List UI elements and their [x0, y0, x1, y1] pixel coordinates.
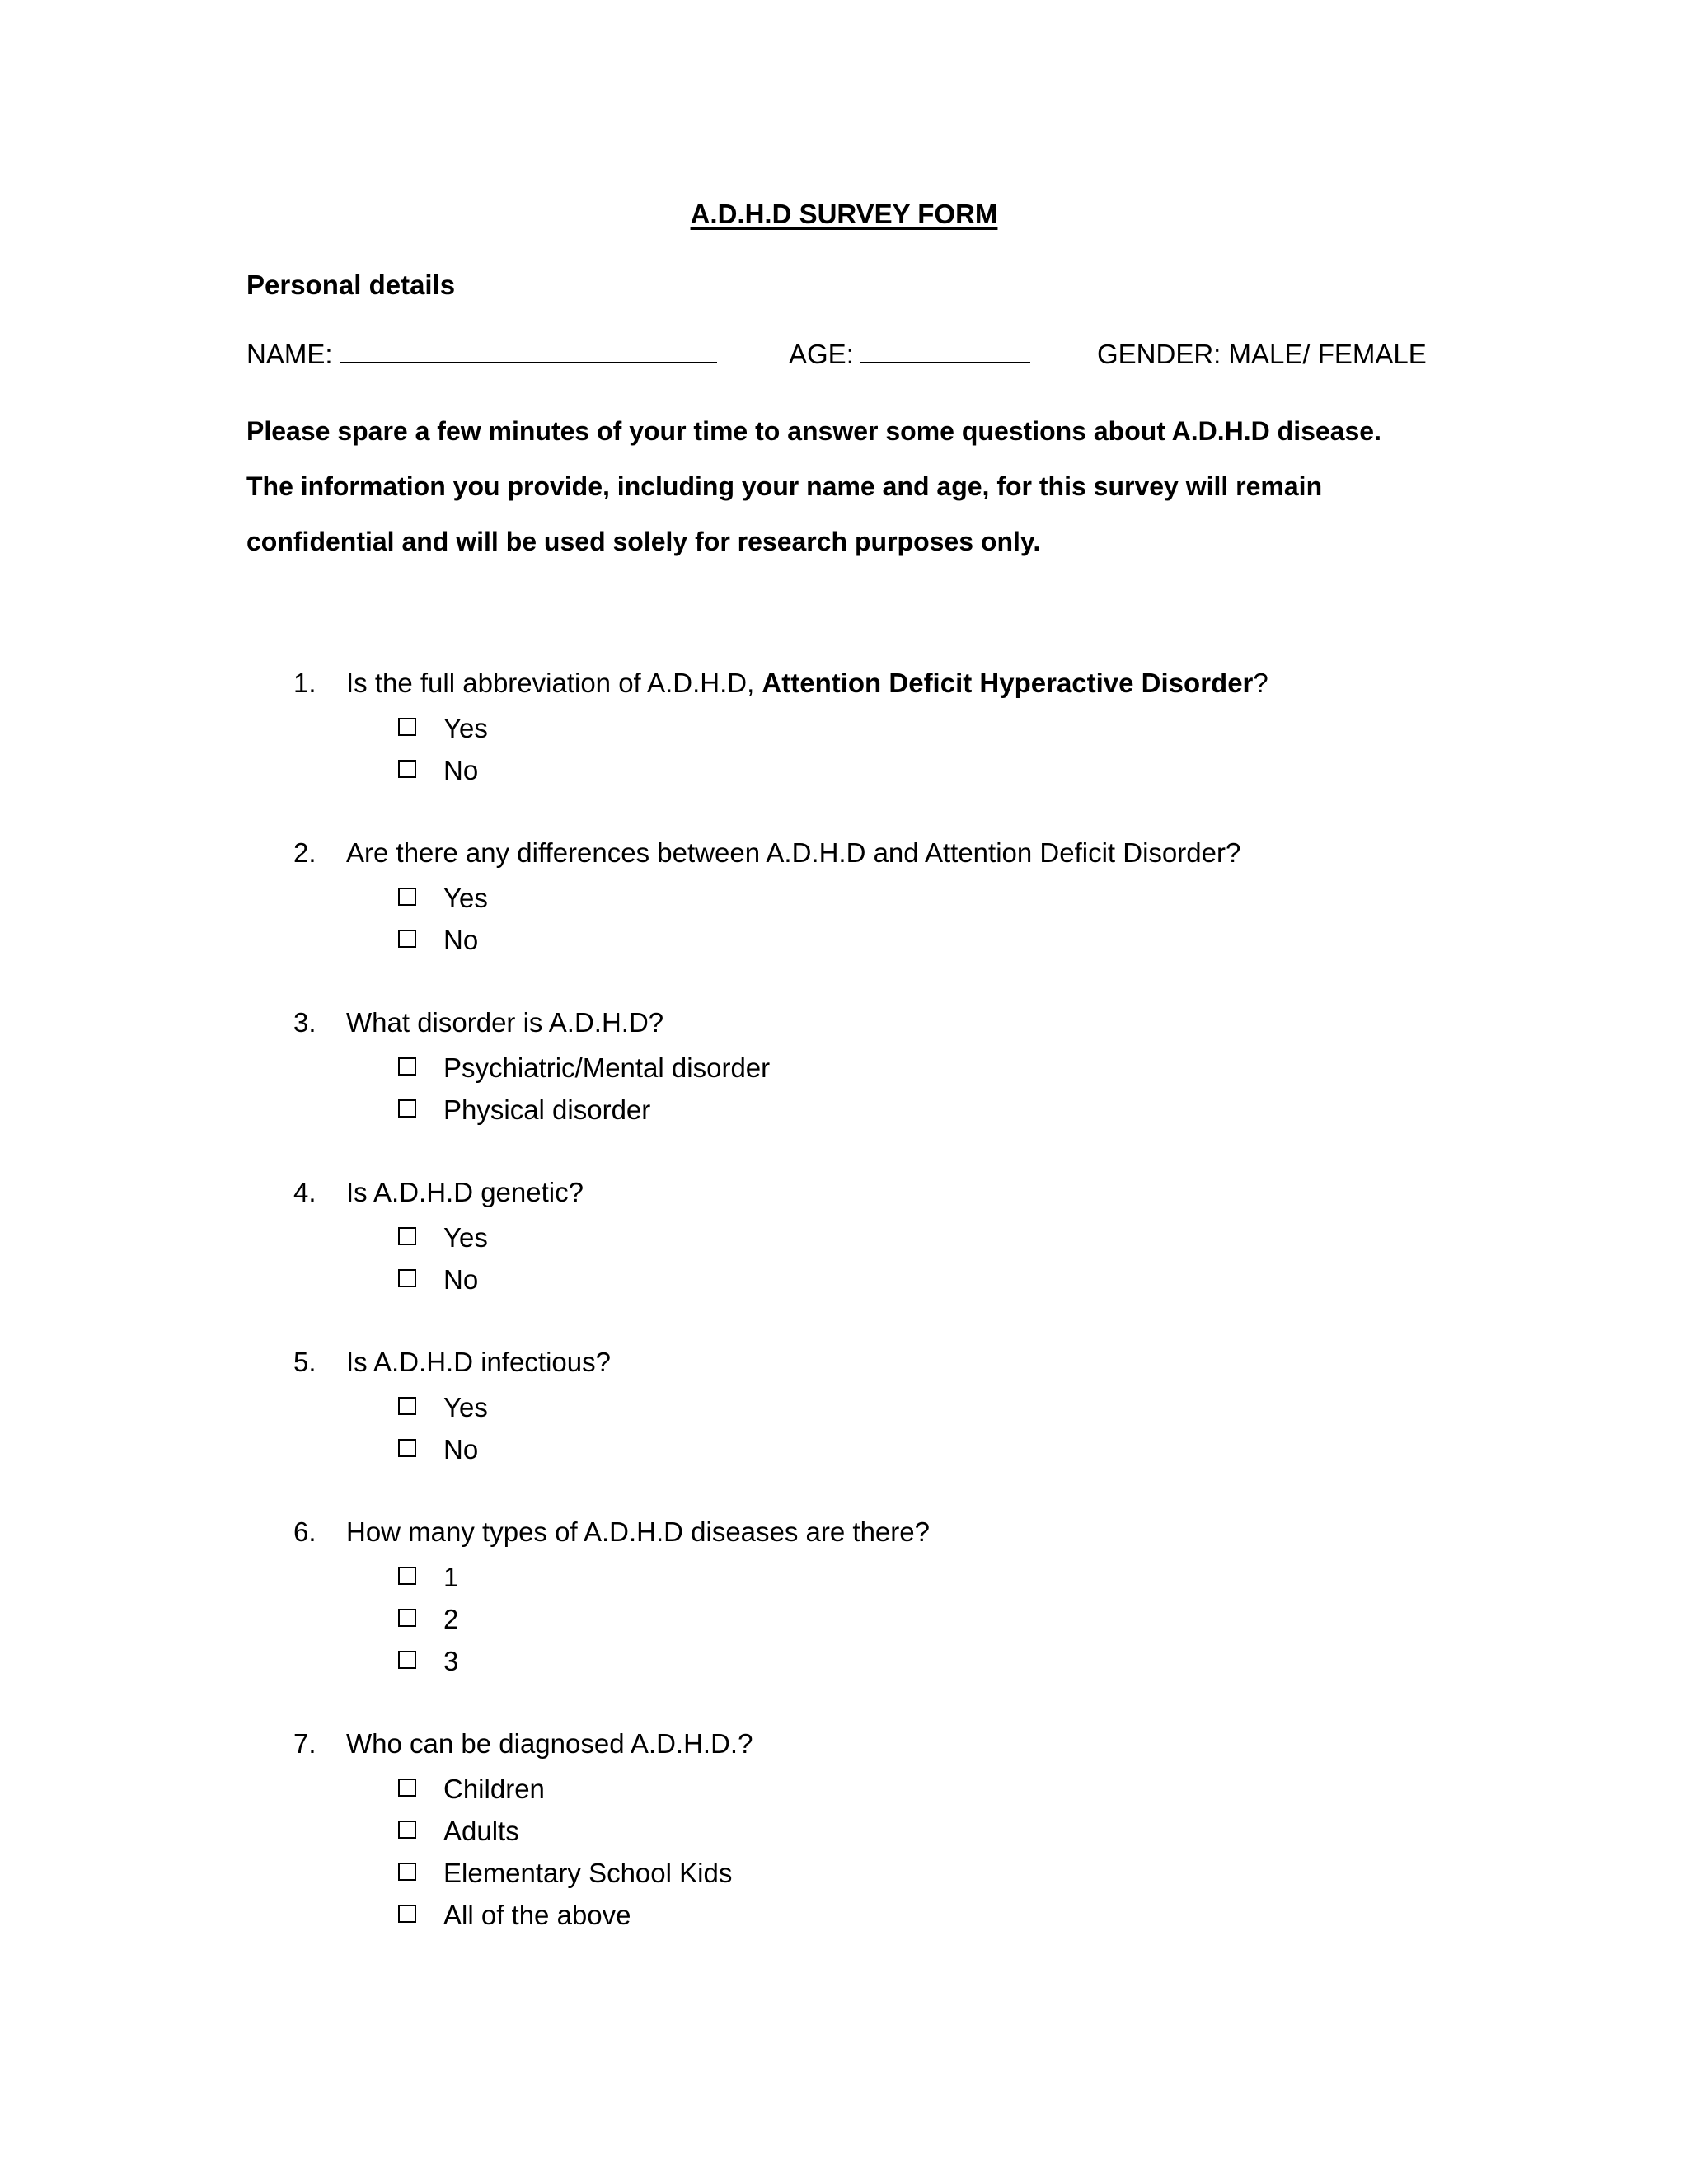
checkbox[interactable] — [398, 1269, 416, 1287]
question-text — [346, 834, 1240, 872]
option-item[interactable] — [293, 749, 1530, 791]
question-text — [346, 1725, 753, 1763]
age-label: AGE: — [789, 339, 854, 369]
personal-details-heading: Personal details — [246, 269, 456, 300]
question-number: 1. — [293, 668, 316, 698]
option-list — [293, 1556, 1530, 1682]
option-label: Yes — [443, 1392, 488, 1422]
checkbox[interactable] — [398, 1099, 416, 1118]
checkbox[interactable] — [398, 1567, 416, 1585]
question-1 — [293, 664, 1530, 791]
question-line — [293, 834, 1530, 872]
age-input-line[interactable] — [860, 337, 1030, 363]
option-label: No — [443, 755, 479, 785]
option-label: 1 — [443, 1562, 459, 1592]
intro-line: The information you provide, including your name and age, for this survey will remain — [246, 471, 1323, 501]
option-label: Adults — [443, 1816, 519, 1846]
name-field — [246, 336, 717, 373]
option-item[interactable] — [293, 1640, 1530, 1682]
checkbox[interactable] — [398, 760, 416, 778]
question-3 — [293, 1004, 1530, 1131]
option-list — [293, 707, 1530, 791]
gender-field — [1097, 336, 1427, 373]
question-line — [293, 1513, 1530, 1551]
option-label: No — [443, 925, 479, 955]
option-item[interactable] — [293, 707, 1530, 749]
question-text — [346, 1513, 930, 1551]
checkbox[interactable] — [398, 1397, 416, 1415]
option-label: Yes — [443, 713, 488, 743]
checkbox[interactable] — [398, 888, 416, 906]
question-text-part: Is A.D.H.D infectious? — [346, 1347, 611, 1377]
question-list — [293, 664, 1530, 1979]
option-item[interactable] — [293, 1852, 1530, 1894]
checkbox[interactable] — [398, 1609, 416, 1627]
option-label: Yes — [443, 883, 488, 913]
option-label: Elementary School Kids — [443, 1858, 733, 1888]
form-title — [0, 196, 1688, 232]
question-text — [346, 1174, 584, 1212]
gender-options[interactable]: MALE/ FEMALE — [1228, 339, 1427, 369]
checkbox[interactable] — [398, 1863, 416, 1881]
checkbox[interactable] — [398, 1651, 416, 1669]
option-item[interactable] — [293, 1894, 1530, 1936]
intro-line: confidential and will be used solely for research purposes only. — [246, 527, 1041, 556]
intro-paragraph — [246, 404, 1483, 569]
question-line — [293, 1343, 1530, 1381]
option-list — [293, 1047, 1530, 1131]
option-item[interactable] — [293, 1216, 1530, 1258]
question-line — [293, 1725, 1530, 1763]
option-label: Physical disorder — [443, 1094, 651, 1125]
question-2 — [293, 834, 1530, 961]
intro-line: Please spare a few minutes of your time to answer some questions about A.D.H.D disease. — [246, 416, 1381, 446]
gender-label: GENDER: — [1097, 339, 1221, 369]
option-list — [293, 1768, 1530, 1936]
option-list — [293, 1386, 1530, 1470]
option-label: No — [443, 1434, 479, 1465]
option-label: Psychiatric/Mental disorder — [443, 1052, 771, 1083]
question-text-part: Is the full abbreviation of A.D.H.D, — [346, 668, 762, 698]
option-list — [293, 877, 1530, 961]
question-7 — [293, 1725, 1530, 1936]
option-item[interactable] — [293, 1258, 1530, 1301]
question-5 — [293, 1343, 1530, 1470]
option-item[interactable] — [293, 1047, 1530, 1089]
checkbox[interactable] — [398, 1439, 416, 1457]
option-item[interactable] — [293, 1386, 1530, 1428]
question-number: 6. — [293, 1516, 316, 1547]
question-text-part: What disorder is A.D.H.D? — [346, 1007, 664, 1038]
option-item[interactable] — [293, 1768, 1530, 1810]
question-line — [293, 664, 1530, 702]
question-number: 3. — [293, 1007, 316, 1038]
checkbox[interactable] — [398, 1057, 416, 1076]
option-item[interactable] — [293, 1598, 1530, 1640]
question-number: 4. — [293, 1177, 316, 1207]
question-text-part: Who can be diagnosed A.D.H.D.? — [346, 1728, 753, 1759]
option-item[interactable] — [293, 919, 1530, 961]
checkbox[interactable] — [398, 1821, 416, 1839]
option-label: Children — [443, 1774, 545, 1804]
option-item[interactable] — [293, 1810, 1530, 1852]
question-number: 7. — [293, 1728, 316, 1759]
option-label: 2 — [443, 1604, 459, 1634]
question-text-part: How many types of A.D.H.D diseases are there? — [346, 1516, 930, 1547]
question-text — [346, 664, 1268, 702]
option-list — [293, 1216, 1530, 1301]
checkbox[interactable] — [398, 1905, 416, 1923]
option-item[interactable] — [293, 877, 1530, 919]
age-field — [789, 336, 1030, 373]
question-line — [293, 1174, 1530, 1212]
option-label: Yes — [443, 1222, 488, 1253]
name-input-line[interactable] — [340, 337, 717, 363]
question-text — [346, 1004, 663, 1042]
form-title-text: A.D.H.D SURVEY FORM — [690, 199, 998, 229]
question-6 — [293, 1513, 1530, 1682]
checkbox[interactable] — [398, 718, 416, 736]
question-text-part: Are there any differences between A.D.H.D and Attention Deficit Disorder? — [346, 837, 1241, 868]
question-line — [293, 1004, 1530, 1042]
question-text-part: Is A.D.H.D genetic? — [346, 1177, 584, 1207]
option-label: 3 — [443, 1646, 459, 1676]
option-item[interactable] — [293, 1428, 1530, 1470]
question-4 — [293, 1174, 1530, 1301]
option-item[interactable] — [293, 1089, 1530, 1131]
option-label: All of the above — [443, 1900, 631, 1930]
question-text — [346, 1343, 611, 1381]
checkbox[interactable] — [398, 1779, 416, 1797]
checkbox[interactable] — [398, 930, 416, 948]
option-item[interactable] — [293, 1556, 1530, 1598]
question-number: 5. — [293, 1347, 316, 1377]
question-text-part: ? — [1253, 668, 1268, 698]
name-label: NAME: — [246, 339, 333, 369]
question-number: 2. — [293, 837, 316, 868]
option-label: No — [443, 1264, 479, 1295]
checkbox[interactable] — [398, 1227, 416, 1245]
question-text-emphasis: Attention Deficit Hyperactive Disorder — [762, 668, 1254, 698]
